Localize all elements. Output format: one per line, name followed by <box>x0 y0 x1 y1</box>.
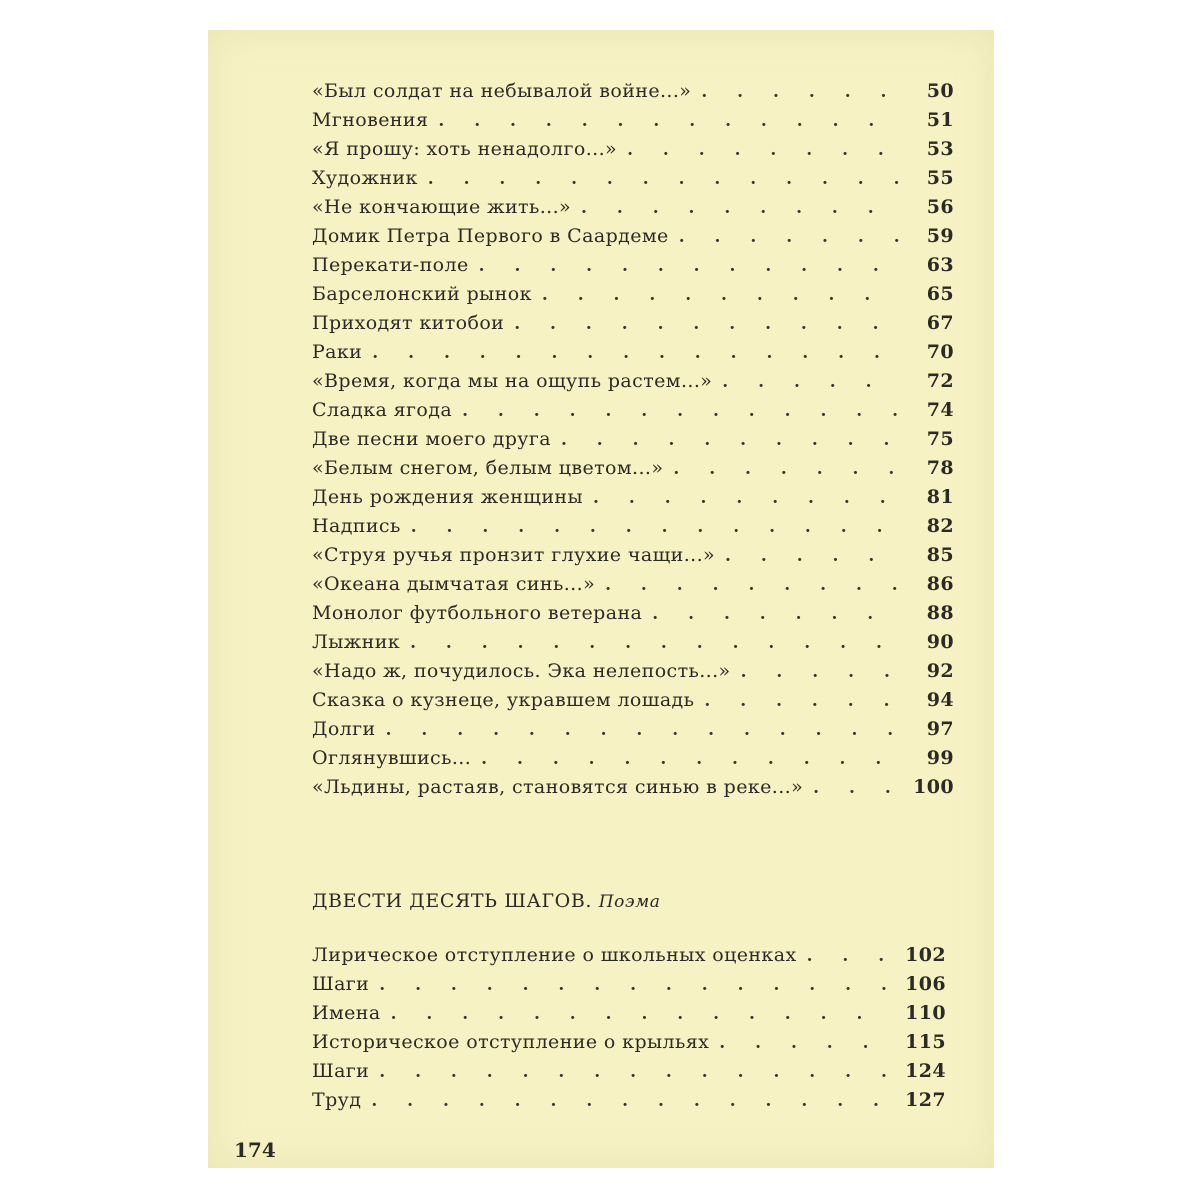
leader-dots <box>479 256 900 276</box>
leader-dots <box>627 140 900 160</box>
toc-entry <box>312 428 954 457</box>
leader-dots <box>379 975 892 995</box>
toc-page-number: 88 <box>926 602 954 624</box>
toc-list <box>312 80 954 805</box>
leader-dots <box>704 691 900 711</box>
toc-page-number: 106 <box>905 973 946 995</box>
toc-page-number: 72 <box>926 370 954 392</box>
toc-page-number: 74 <box>926 399 954 421</box>
toc-page-number: 65 <box>926 283 954 305</box>
toc-title: Сладка ягода <box>312 399 453 421</box>
toc-page-number: 59 <box>926 225 954 247</box>
toc-page-number: 67 <box>926 312 954 334</box>
toc-page-number: 50 <box>926 80 954 102</box>
toc-entry <box>312 254 954 283</box>
toc-page-number: 56 <box>926 196 954 218</box>
leader-dots <box>371 1091 892 1111</box>
leader-dots <box>722 372 900 392</box>
leader-dots <box>719 1033 892 1053</box>
toc-title: Оглянувшись... <box>312 747 472 769</box>
toc-title: Историческое отступление о крыльях <box>312 1031 710 1053</box>
toc-entry <box>312 944 946 973</box>
toc-title: Труд <box>312 1089 362 1111</box>
toc-page-number: 86 <box>926 573 954 595</box>
section-title: ДВЕСТИ ДЕСЯТЬ ШАГОВ. <box>312 890 593 912</box>
toc-title: «Океана дымчатая синь...» <box>312 573 596 595</box>
leader-dots <box>372 343 900 363</box>
toc-title: «Белым снегом, белым цветом...» <box>312 457 664 479</box>
leader-dots <box>386 720 900 740</box>
toc-entry <box>312 515 954 544</box>
leader-dots <box>481 749 900 769</box>
toc-title: Домик Петра Первого в Саардеме <box>312 225 669 247</box>
toc-entry <box>312 312 954 341</box>
leader-dots <box>593 488 900 508</box>
toc-title: Имена <box>312 1002 381 1024</box>
toc-page-number: 55 <box>926 167 954 189</box>
toc-title: Барселонский рынок <box>312 283 532 305</box>
toc-entry <box>312 631 954 660</box>
toc-title: Надпись <box>312 515 401 537</box>
toc-entry <box>312 167 954 196</box>
toc-title: Монолог футбольного ветерана <box>312 602 643 624</box>
toc-entry <box>312 1002 946 1031</box>
leader-dots <box>462 401 900 421</box>
toc-page-number: 51 <box>926 109 954 131</box>
toc-entry <box>312 457 954 486</box>
toc-page-number: 115 <box>905 1031 946 1053</box>
toc-entry <box>312 689 954 718</box>
leader-dots <box>428 169 900 189</box>
leader-dots <box>679 227 900 247</box>
toc-title: Шаги <box>312 1060 370 1082</box>
leader-dots <box>411 517 900 537</box>
leader-dots <box>581 198 900 218</box>
toc-page-number: 81 <box>926 486 954 508</box>
toc-title: Раки <box>312 341 363 363</box>
toc-title: «Надо ж, почудилось. Эка нелепость...» <box>312 660 731 682</box>
leader-dots <box>561 430 900 450</box>
toc-title: «Был солдат на небывалой войне...» <box>312 80 692 102</box>
toc-page-number: 90 <box>926 631 954 653</box>
toc-page-number: 92 <box>926 660 954 682</box>
toc-entry <box>312 196 954 225</box>
toc-entry <box>312 747 954 776</box>
leader-dots <box>605 575 900 595</box>
toc-title: «Струя ручья пронзит глухие чащи...» <box>312 544 716 566</box>
toc-title: Сказка о кузнеце, укравшем лошадь <box>312 689 695 711</box>
toc-title: Две песни моего друга <box>312 428 551 450</box>
page-number: 174 <box>234 1138 276 1162</box>
toc-entry <box>312 1060 946 1089</box>
toc-entry <box>312 370 954 399</box>
leader-dots <box>673 459 900 479</box>
leader-dots <box>741 662 900 682</box>
section-heading <box>312 890 661 912</box>
toc-entry <box>312 486 954 515</box>
toc-title: Художник <box>312 167 418 189</box>
leader-dots <box>391 1004 892 1024</box>
toc-page-number: 53 <box>926 138 954 160</box>
leader-dots <box>725 546 900 566</box>
toc-entry <box>312 544 954 573</box>
book-page <box>208 30 994 1168</box>
toc-page-number: 110 <box>905 1002 946 1024</box>
leader-dots <box>807 946 892 966</box>
toc-page-number: 82 <box>926 515 954 537</box>
toc-title: Приходят китобои <box>312 312 505 334</box>
toc-title: Лыжник <box>312 631 401 653</box>
toc-entry <box>312 109 954 138</box>
toc-entry <box>312 80 954 109</box>
toc-page-number: 85 <box>926 544 954 566</box>
toc-entry <box>312 660 954 689</box>
section-kind: Поэма <box>598 892 661 912</box>
toc-entry <box>312 399 954 428</box>
toc-title: Мгновения <box>312 109 429 131</box>
toc-title: Шаги <box>312 973 370 995</box>
toc-page-number: 97 <box>926 718 954 740</box>
leader-dots <box>438 111 900 131</box>
toc-page-number: 99 <box>926 747 954 769</box>
toc-title: «Я прошу: хоть ненадолго...» <box>312 138 618 160</box>
toc-page-number: 75 <box>926 428 954 450</box>
toc-title: Долги <box>312 718 376 740</box>
toc-entry <box>312 1031 946 1060</box>
toc-title: «Не кончающие жить...» <box>312 196 572 218</box>
toc-entry <box>312 1089 946 1118</box>
toc-page-number: 63 <box>926 254 954 276</box>
toc-title: «Время, когда мы на ощупь растем...» <box>312 370 713 392</box>
toc-title: Перекати-поле <box>312 254 469 276</box>
toc-title: Лирическое отступление о школьных оценках <box>312 944 797 966</box>
leader-dots <box>514 314 900 334</box>
toc-page-number: 78 <box>926 457 954 479</box>
toc-title: День рождения женщины <box>312 486 584 508</box>
leader-dots <box>813 778 900 798</box>
leader-dots <box>379 1062 892 1082</box>
leader-dots <box>701 82 900 102</box>
toc-page-number: 94 <box>926 689 954 711</box>
toc-entry <box>312 138 954 167</box>
toc-list-poem <box>312 944 946 1118</box>
toc-entry <box>312 602 954 631</box>
toc-entry <box>312 573 954 602</box>
leader-dots <box>542 285 900 305</box>
toc-page-number: 102 <box>905 944 946 966</box>
toc-page-number: 127 <box>905 1089 946 1111</box>
toc-page-number: 124 <box>905 1060 946 1082</box>
toc-entry <box>312 283 954 312</box>
toc-entry <box>312 718 954 747</box>
toc-entry <box>312 776 954 805</box>
leader-dots <box>652 604 900 624</box>
toc-title: «Льдины, растаяв, становятся синью в реке...» <box>312 776 804 798</box>
leader-dots <box>410 633 900 653</box>
toc-page-number: 100 <box>913 776 954 798</box>
toc-page-number: 70 <box>926 341 954 363</box>
toc-entry <box>312 225 954 254</box>
toc-entry <box>312 973 946 1002</box>
toc-entry <box>312 341 954 370</box>
